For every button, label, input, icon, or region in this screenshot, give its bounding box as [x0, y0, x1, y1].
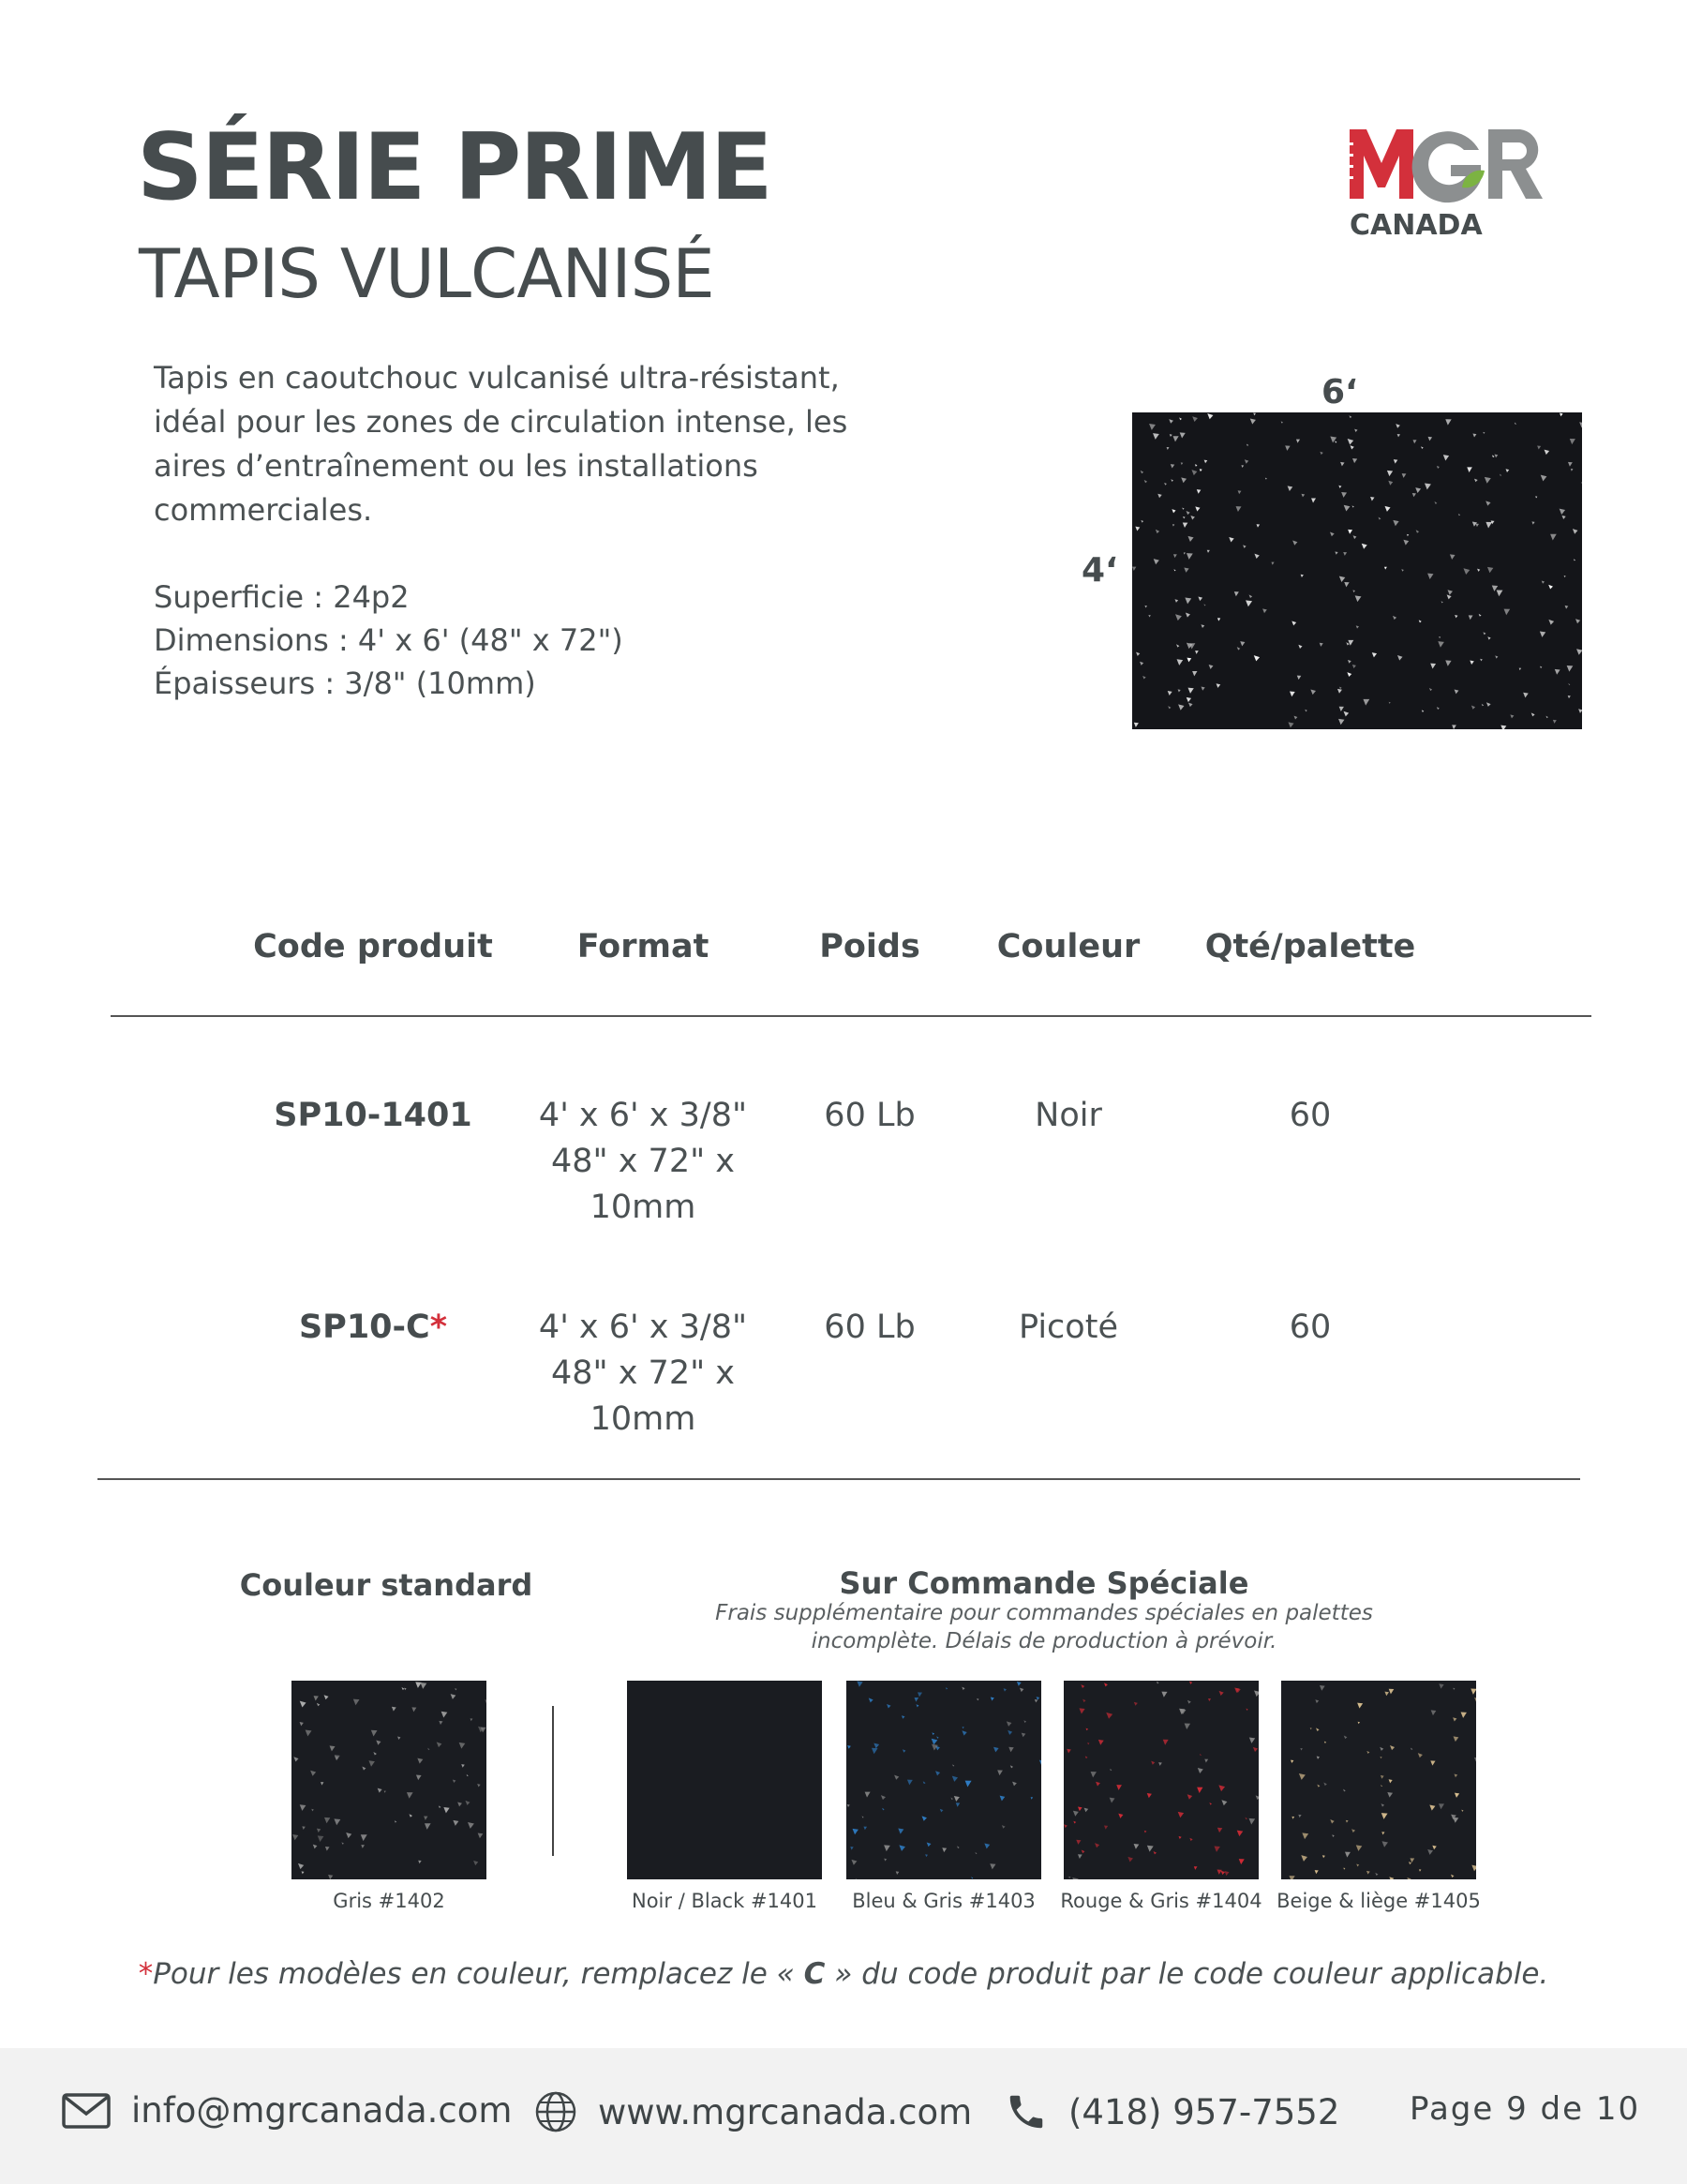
mat-height-label: 4‘: [1082, 551, 1118, 590]
swatch-label-bleu: Bleu & Gris #1403: [852, 1890, 1036, 1912]
row-1-format-imperial: 4' x 6' x 3/8": [538, 1097, 748, 1134]
swatch-label-noir: Noir / Black #1401: [632, 1890, 817, 1912]
swatch-bleu-gris-1403: [846, 1681, 1041, 1879]
page-number: Page 9 de 10: [1410, 2090, 1641, 2128]
footer-email-text[interactable]: info@mgrcanada.com: [131, 2090, 513, 2131]
special-order-note-line-1: Frais supplémentaire pour commandes spéciales en palettes: [715, 1601, 1373, 1625]
row-1-format-metric: 48" x 72" x 10mm: [550, 1143, 736, 1226]
row-1-color: Noir: [1035, 1097, 1102, 1134]
footnote-code-letter: C: [803, 1957, 826, 1991]
spec-area: Superficie : 24p2: [154, 579, 410, 615]
mat-product-image: [1132, 412, 1582, 729]
row-1-code: SP10-1401: [274, 1097, 472, 1134]
special-order-note-line-2: incomplète. Délais de production à prévoir.: [811, 1629, 1277, 1653]
table-bottom-divider: [97, 1478, 1580, 1480]
swatch-label-beige: Beige & liège #1405: [1276, 1890, 1481, 1912]
mail-icon: [62, 2092, 111, 2130]
col-header-color: Couleur: [996, 928, 1141, 965]
color-code-footnote: [0, 1957, 1687, 1991]
row-2-asterisk: *: [429, 1309, 448, 1346]
footer-website[interactable]: [534, 2090, 972, 2133]
row-2-color: Picoté: [1019, 1309, 1118, 1346]
page-subtitle: TAPIS VULCANISÉ: [139, 234, 714, 313]
row-2-format-imperial: 4' x 6' x 3/8": [538, 1309, 748, 1346]
standard-color-heading: Couleur standard: [239, 1567, 533, 1603]
swatch-label-gris: Gris #1402: [333, 1890, 445, 1912]
row-2-qty: 60: [1289, 1309, 1332, 1346]
spec-thickness: Épaisseurs : 3/8" (10mm): [154, 666, 536, 701]
swatch-beige-liege-1405: [1281, 1681, 1476, 1879]
footer-phone-text[interactable]: (418) 957-7552: [1068, 2091, 1340, 2132]
swatch-noir-1401: [627, 1681, 822, 1879]
globe-icon: [534, 2090, 577, 2133]
swatch-label-rouge: Rouge & Gris #1404: [1060, 1890, 1262, 1912]
product-description: Tapis en caoutchouc vulcanisé ultra-résistant, idéal pour les zones de circulation intense, les aires d’entraînement ou les installations commerciales.: [154, 360, 848, 528]
col-header-code: Code produit: [253, 928, 493, 965]
logo-canada-text: CANADA: [1350, 209, 1483, 242]
footer-website-text[interactable]: www.mgrcanada.com: [598, 2091, 973, 2132]
phone-icon: [1005, 2090, 1048, 2133]
swatch-rouge-gris-1404: [1064, 1681, 1259, 1879]
col-header-format: Format: [576, 928, 709, 965]
row-2-code-cell: [251, 1305, 495, 1351]
footnote-text-start: Pour les modèles en couleur, remplacez le «: [153, 1957, 804, 1991]
mat-width-label: 6‘: [1321, 373, 1358, 411]
footer-phone[interactable]: [1005, 2090, 1339, 2133]
swatch-gris-1402: [291, 1681, 486, 1879]
col-header-weight: Poids: [819, 928, 920, 965]
page-title: SÉRIE PRIME: [137, 114, 771, 221]
row-1-weight: 60 Lb: [824, 1097, 916, 1134]
row-2-code: SP10-C: [298, 1309, 430, 1346]
special-order-heading: Sur Commande Spéciale: [839, 1565, 1249, 1601]
footnote-asterisk: *: [138, 1957, 154, 1991]
mgr-canada-logo: [1348, 122, 1563, 244]
row-2-format-metric: 48" x 72" x 10mm: [550, 1354, 736, 1438]
footnote-text-end: » du code produit par le code couleur applicable.: [825, 1957, 1549, 1991]
row-2-weight: 60 Lb: [824, 1309, 916, 1346]
spec-dimensions: Dimensions : 4' x 6' (48" x 72"): [154, 622, 623, 658]
table-header-divider: [111, 1015, 1591, 1017]
footer-email[interactable]: [62, 2090, 512, 2131]
col-header-qty: Qté/palette: [1204, 928, 1416, 965]
row-1-qty: 60: [1289, 1097, 1332, 1134]
swatch-divider: [552, 1706, 554, 1856]
